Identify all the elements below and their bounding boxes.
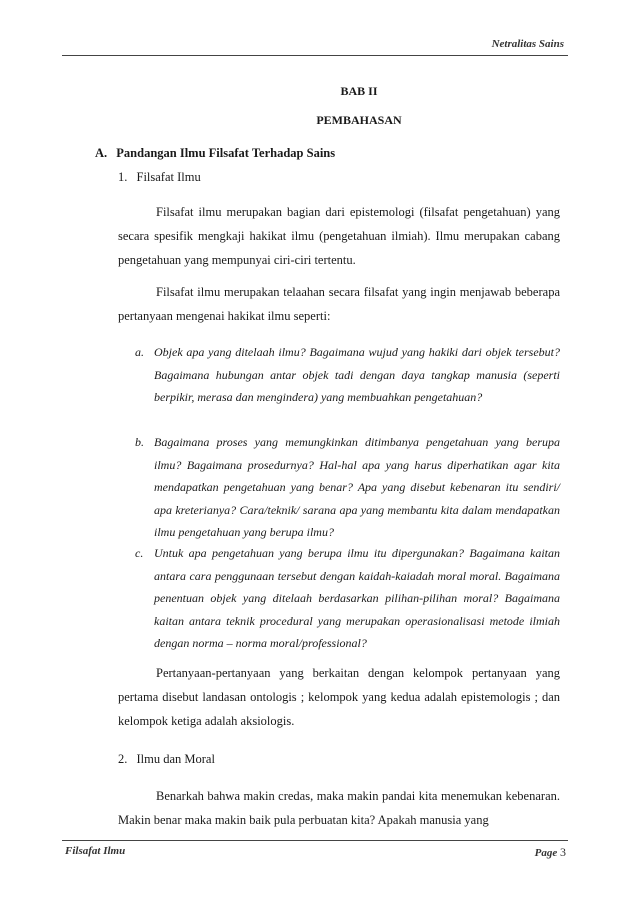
chapter-title: PEMBAHASAN (316, 113, 402, 127)
page-number-value: 3 (560, 845, 566, 859)
list-item-text: Objek apa yang ditelaah ilmu? Bagaimana wujud yang hakiki dari objek tersebut? Bagaimana hubungan antar objek tadi dengan daya tangkap manusia (seperti berpikir, merasa dan mengindera) yang membuahkan pengetahuan? (154, 345, 560, 404)
subsection-title: Filsafat Ilmu (136, 170, 201, 184)
subsection-label: 2. (118, 752, 128, 766)
list-item (135, 542, 560, 655)
list-item-text: Bagaimana proses yang memungkinkan ditimbanya pengetahuan yang berupa ilmu? Bagaimana prosedurnya? Hal-hal apa yang harus diperhatikan agar kita mendapatkan pengetahuan yang benar? Apa yang disebut kebenaran itu sendiri/ apa kreterianya? Cara/teknik/ sarana apa yang membantu kita dalam mendapatkan ilmu pengetahuan yang berupa ilmu? (154, 435, 560, 539)
list-item (135, 431, 560, 544)
header-divider (62, 55, 568, 56)
list-item-label: a. (135, 345, 144, 359)
footer-divider (62, 840, 568, 841)
chapter-label: BAB II (340, 84, 378, 98)
footer-title: Filsafat Ilmu (65, 845, 126, 857)
list-item-label: b. (135, 435, 144, 449)
page-number (535, 845, 566, 860)
running-header-title: Netralitas Sains (491, 38, 564, 50)
paragraph: Pertanyaan-pertanyaan yang berkaitan dengan kelompok pertanyaan yang pertama disebut landasan ontologis ; kelompok yang kedua adalah epistemologis ; dan kelompok ketiga adalah aksiologis. (118, 666, 560, 728)
section-title: Pandangan Ilmu Filsafat Terhadap Sains (116, 146, 336, 160)
paragraph: Filsafat ilmu merupakan bagian dari epistemologi (filsafat pengetahuan) yang secara spesifik mengkaji hakikat ilmu (pengetahuan ilmiah). Ilmu merupakan cabang pengetahuan yang mempunyai ciri-ciri tertentu. (118, 205, 560, 267)
list-item (135, 341, 560, 409)
paragraph: Benarkah bahwa makin credas, maka makin pandai kita menemukan kebenaran. Makin benar maka makin baik pula perbuatan kita? Apakah manusia yang (118, 789, 560, 827)
list-item-label: c. (135, 546, 144, 560)
subsection-heading-1 (118, 170, 201, 185)
section-heading (95, 146, 335, 161)
subsection-heading-2 (118, 752, 215, 767)
page-label: Page (534, 847, 558, 859)
subsection-label: 1. (118, 170, 128, 184)
subsection-title: Ilmu dan Moral (136, 752, 215, 766)
section-label: A. (95, 146, 108, 160)
list-item-text: Untuk apa pengetahuan yang berupa ilmu itu dipergunakan? Bagaimana kaitan antara cara penggunaan tersebut dengan kaidah-kaiadah moral moral. Bagaimana penentuan objek yang ditelaah berdasarkan pilihan-pilihan moral? Bagaimana kaitan antara teknik procedural yang merupakan operasionalisasi metode ilmiah dengan norma – norma moral/professional? (154, 546, 560, 650)
paragraph: Filsafat ilmu merupakan telaahan secara filsafat yang ingin menjawab beberapa pertanyaan mengenai hakikat ilmu seperti: (118, 285, 560, 323)
